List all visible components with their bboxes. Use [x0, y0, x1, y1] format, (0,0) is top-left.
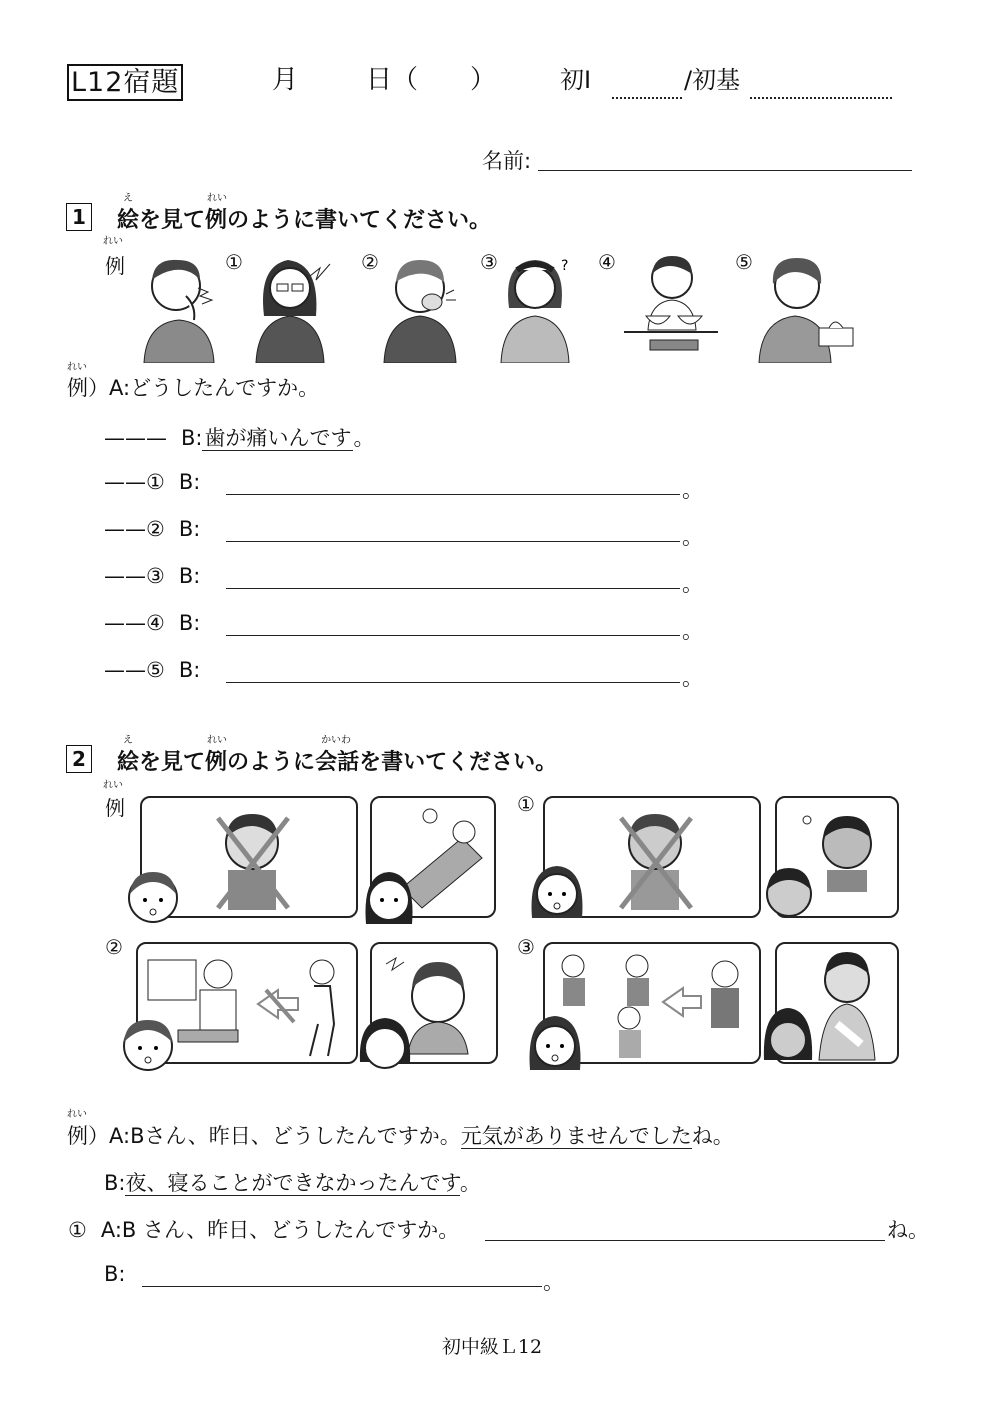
pic-label-1: ①	[225, 250, 243, 274]
pic-ruby-rei: れい	[103, 236, 123, 247]
example-prefix: 例	[67, 376, 88, 400]
answer-3-field[interactable]	[226, 588, 680, 589]
cough-illustration	[380, 250, 465, 363]
class-label-2: /初基	[684, 66, 741, 94]
cold-illustration	[755, 250, 860, 363]
q1-a-suffix: ね。	[887, 1218, 929, 1242]
person-b-face	[356, 1012, 414, 1076]
svg-text:?: ?	[561, 258, 569, 274]
person-a-face	[526, 1010, 584, 1074]
pic-label-5: ⑤	[735, 250, 753, 274]
toothache-illustration	[134, 248, 224, 363]
instr-word-e: 絵	[117, 208, 140, 233]
q1-a-line: ① A:B さん、昨日、どうしたんですか。	[68, 1218, 460, 1242]
answer-1-period: 。	[682, 478, 703, 502]
headache-illustration	[250, 246, 340, 363]
answer-4-field[interactable]	[226, 635, 680, 636]
pic-label-2: ②	[361, 250, 379, 274]
person-b-face	[762, 1002, 814, 1066]
example-a-line	[67, 372, 319, 402]
answer-4-prefix: ——④ B:	[104, 611, 201, 635]
example-dash: ———	[104, 426, 167, 450]
example-a-text: ）A:どうしたんですか。	[88, 376, 320, 400]
answer-3-period: 。	[682, 572, 703, 596]
no-appetite-illustration	[620, 250, 720, 363]
person-a-face	[126, 866, 180, 928]
class-label-1: 初Ⅰ	[560, 66, 592, 94]
month-label: 月	[272, 65, 299, 95]
section-1-number: 1	[66, 203, 92, 231]
answer-5-prefix: ——⑤ B:	[104, 658, 201, 682]
panel-label-3: ③	[517, 935, 535, 959]
answer-2-field[interactable]	[226, 541, 680, 542]
example-2-a-answer: 元気がありませんでした	[460, 1124, 692, 1148]
name-field[interactable]	[538, 170, 912, 171]
answer-2-prefix: ——② B:	[104, 517, 201, 541]
ruby-kaiwa: かいわ	[321, 735, 352, 746]
q1-b-period: 。	[543, 1270, 564, 1294]
dizzy-illustration	[497, 248, 577, 363]
day-label: 日（ ）	[366, 65, 497, 95]
example-b-line	[104, 422, 374, 452]
example-2-b-line: B:夜、寝ることができなかったんです。	[104, 1171, 481, 1195]
answer-5-period: 。	[682, 666, 703, 690]
pic-label-4: ④	[598, 250, 616, 274]
person-b-face	[360, 866, 418, 928]
person-a-face	[528, 860, 586, 922]
answer-3-prefix: ——③ B:	[104, 564, 201, 588]
name-label: 名前:	[482, 149, 532, 173]
ruby-e: え	[123, 735, 133, 746]
section-2-number: 2	[66, 745, 92, 773]
example-b-label: B:	[181, 426, 203, 450]
homework-title: L12宿題	[67, 64, 183, 101]
ruby-rei: れい	[207, 193, 228, 204]
instr-text: を見て	[139, 208, 206, 233]
instr-word-rei: 例	[205, 208, 228, 233]
class-blank-2[interactable]	[750, 97, 892, 99]
example-b-answer: 歯が痛いんです	[204, 426, 352, 450]
q1-a-field[interactable]	[485, 1240, 885, 1241]
person-b-face	[760, 860, 818, 922]
instr-text: のように書いてください。	[227, 208, 492, 233]
panel-label-1: ①	[517, 792, 535, 816]
answer-2-period: 。	[682, 525, 703, 549]
answer-4-period: 。	[682, 619, 703, 643]
example-2-a-line: 例）A:Bさん、昨日、どうしたんですか。元気がありませんでしたね。	[67, 1124, 734, 1148]
answer-1-field[interactable]	[226, 494, 680, 495]
panel-ruby-rei: れい	[103, 780, 123, 791]
period: 。	[353, 426, 375, 450]
ruby-e: え	[123, 193, 133, 204]
example-2-b-answer: 夜、寝ることができなかったんです	[125, 1171, 460, 1195]
ruby-rei-example: れい	[67, 362, 87, 373]
class-blank-1[interactable]	[612, 97, 682, 99]
pic-label-3: ③	[480, 250, 498, 274]
section-1-instruction	[117, 193, 492, 234]
panel-label-example: 例	[105, 796, 125, 820]
answer-1-prefix: ——① B:	[104, 470, 201, 494]
pic-label-example: 例	[105, 254, 125, 278]
q1-b-label: B:	[104, 1262, 126, 1286]
page-footer: 初中級Ｌ12	[441, 1336, 543, 1358]
ruby-rei: れい	[207, 735, 228, 746]
answer-5-field[interactable]	[226, 682, 680, 683]
q1-b-field[interactable]	[142, 1286, 542, 1287]
ruby-rei-example-2: れい	[67, 1109, 87, 1120]
panel-label-2: ②	[105, 935, 123, 959]
section-2-instruction: え 絵を見て れい 例のように かいわ 会話を書いてください。	[117, 745, 557, 776]
person-a-face	[120, 1014, 176, 1076]
